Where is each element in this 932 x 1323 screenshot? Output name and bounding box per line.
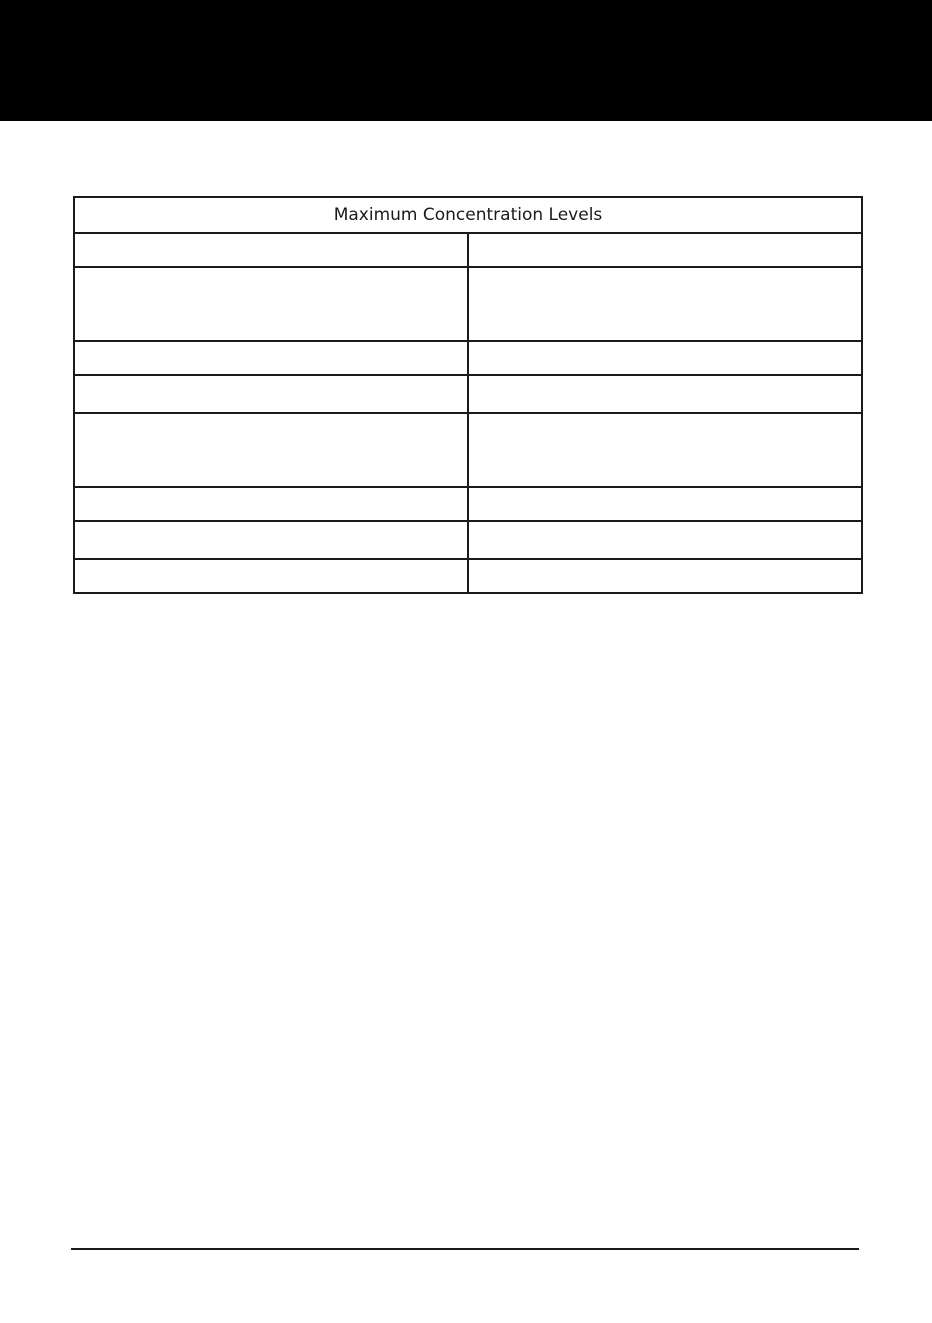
table-row — [74, 233, 862, 267]
table-cell — [74, 233, 468, 267]
table-cell — [468, 413, 862, 487]
table-cell — [74, 375, 468, 413]
table-cell — [468, 341, 862, 375]
concentration-table — [73, 196, 863, 594]
table-cell — [74, 413, 468, 487]
header-bar — [0, 0, 932, 121]
table-cell — [468, 521, 862, 559]
table-cell — [74, 487, 468, 521]
table-row — [74, 413, 862, 487]
table-row — [74, 375, 862, 413]
table-row — [74, 267, 862, 341]
table-cell — [468, 487, 862, 521]
table-cell — [468, 375, 862, 413]
table-cell — [74, 267, 468, 341]
table-cell — [74, 559, 468, 593]
table-cell — [74, 521, 468, 559]
table-cell — [74, 341, 468, 375]
footer-rule — [71, 1248, 859, 1250]
table-row — [74, 487, 862, 521]
table-row — [74, 341, 862, 375]
table-cell — [468, 233, 862, 267]
table-row — [74, 521, 862, 559]
table-cell — [468, 559, 862, 593]
table-cell — [468, 267, 862, 341]
table-title: Maximum Concentration Levels — [74, 197, 862, 233]
table-row — [74, 559, 862, 593]
